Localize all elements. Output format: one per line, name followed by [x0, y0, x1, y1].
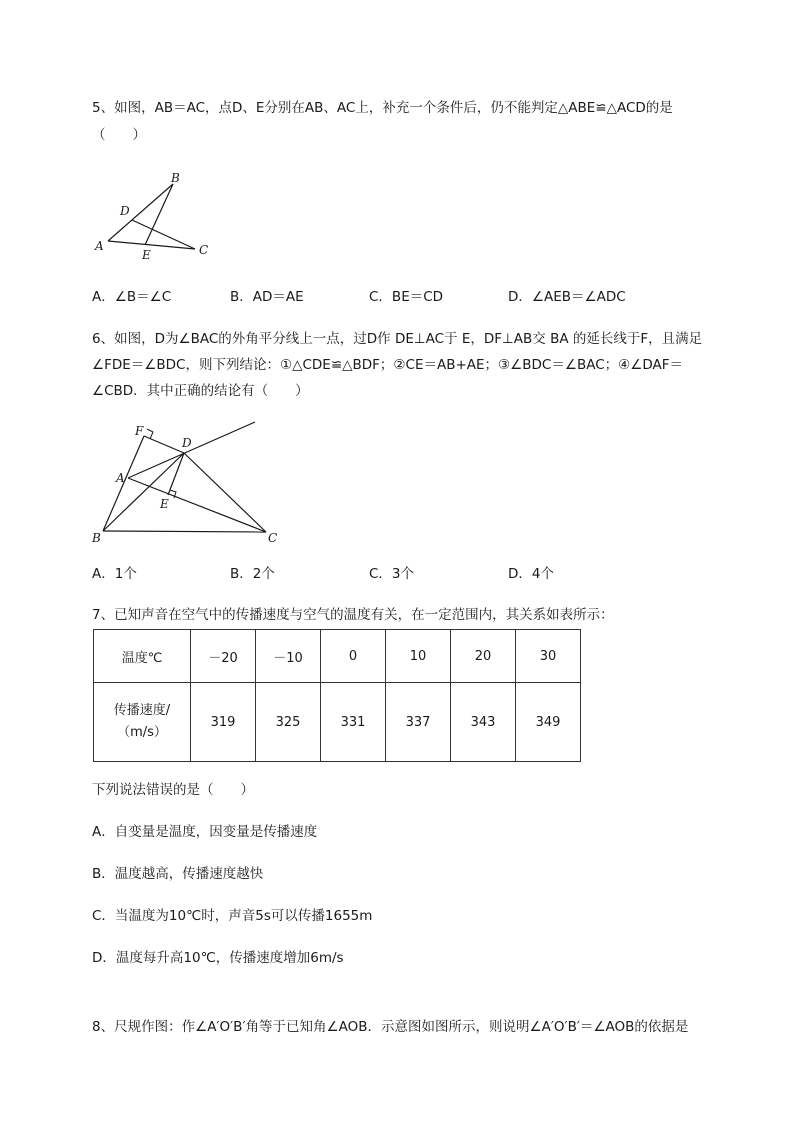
q7-question: 下列说法错误的是（ ）: [92, 782, 254, 798]
q6-option-a: A．1个: [92, 566, 137, 582]
q6-label-A: A: [116, 471, 125, 485]
table-row-speed: [94, 683, 581, 762]
speed-header-line2: （m/s）: [117, 725, 167, 740]
q6-geometry-figure: [88, 418, 288, 548]
q5-seg-AC: [108, 241, 195, 249]
table-cell: 343: [451, 683, 516, 762]
q7-option-d: D．温度每升高10℃，传播速度增加6m/s: [92, 950, 344, 966]
table-cell: －20: [191, 630, 256, 683]
q5-answer-paren: （ ）: [92, 127, 146, 143]
q6-option-c: C．3个: [369, 566, 415, 582]
q6-option-d: D．4个: [508, 566, 554, 582]
q5-label-A: A: [95, 239, 104, 253]
q5-option-b: B．AD＝AE: [230, 289, 304, 305]
speed-header-line1: 传播速度/: [113, 703, 171, 718]
q6-stem-line2: ∠FDE＝∠BDC，则下列结论：①△CDE≌△BDF；②CE＝AB+AE；③∠BDC＝∠BAC；④∠DAF＝: [92, 357, 684, 373]
table-cell: 337: [386, 683, 451, 762]
table-cell: 20: [451, 630, 516, 683]
table-header-speed: [94, 683, 191, 762]
q6-stem-line3: ∠CBD．其中正确的结论有（ ）: [92, 383, 309, 399]
q7-option-c: C．当温度为10℃时，声音5s可以传播1655m: [92, 908, 373, 924]
q7-option-a: A．自变量是温度，因变量是传播速度: [92, 824, 318, 840]
table-cell: 349: [516, 683, 581, 762]
q6-bisector-ray: [128, 422, 255, 478]
q5-triangle-figure: [88, 170, 218, 265]
q6-option-b: B．2个: [230, 566, 275, 582]
q5-label-E: E: [142, 248, 151, 262]
table-cell: 319: [191, 683, 256, 762]
q6-seg-AC: [128, 478, 266, 532]
table-row-temperature: [94, 630, 581, 683]
q5-option-d: D．∠AEB＝∠ADC: [508, 289, 626, 305]
table-cell: －10: [256, 630, 321, 683]
q6-label-B: B: [92, 531, 101, 545]
q5-seg-AB: [108, 184, 173, 241]
q6-stem-line1: 6、如图，D为∠BAC的外角平分线上一点，过D作 DE⊥AC于 E，DF⊥AB交 BA 的延长线于F，且满足: [92, 331, 703, 347]
table-cell: 325: [256, 683, 321, 762]
q6-label-C: C: [268, 531, 278, 545]
q5-label-B: B: [171, 171, 180, 185]
q6-label-F: F: [135, 424, 144, 438]
q6-label-E: E: [160, 497, 169, 511]
q5-label-D: D: [120, 204, 130, 218]
table-cell: 30: [516, 630, 581, 683]
q7-stem: 7、已知声音在空气中的传播速度与空气的温度有关，在一定范围内，其关系如表所示：: [92, 607, 614, 623]
q7-option-b: B．温度越高，传播速度越快: [92, 866, 264, 882]
table-header-temperature: 温度℃: [94, 630, 191, 683]
q7-speed-table: [93, 629, 581, 762]
q6-seg-BC: [103, 531, 266, 532]
q5-seg-BE: [145, 184, 173, 245]
table-cell: 10: [386, 630, 451, 683]
table-cell: 331: [321, 683, 386, 762]
table-cell: 0: [321, 630, 386, 683]
q5-option-c: C．BE＝CD: [369, 289, 444, 305]
q6-seg-BD: [103, 453, 184, 531]
q6-label-D: D: [182, 436, 192, 450]
q5-option-a: A．∠B＝∠C: [92, 289, 172, 305]
q5-stem: 5、如图，AB＝AC，点D、E分别在AB、AC上，补充一个条件后，仍不能判定△ABE≌△ACD的是: [92, 100, 673, 116]
q5-label-C: C: [199, 243, 209, 257]
q6-seg-DC: [184, 453, 266, 532]
q8-stem: 8、尺规作图：作∠A′O′B′角等于已知角∠AOB．示意图如图所示，则说明∠A′O′B′＝∠AOB的依据是: [92, 1019, 689, 1035]
